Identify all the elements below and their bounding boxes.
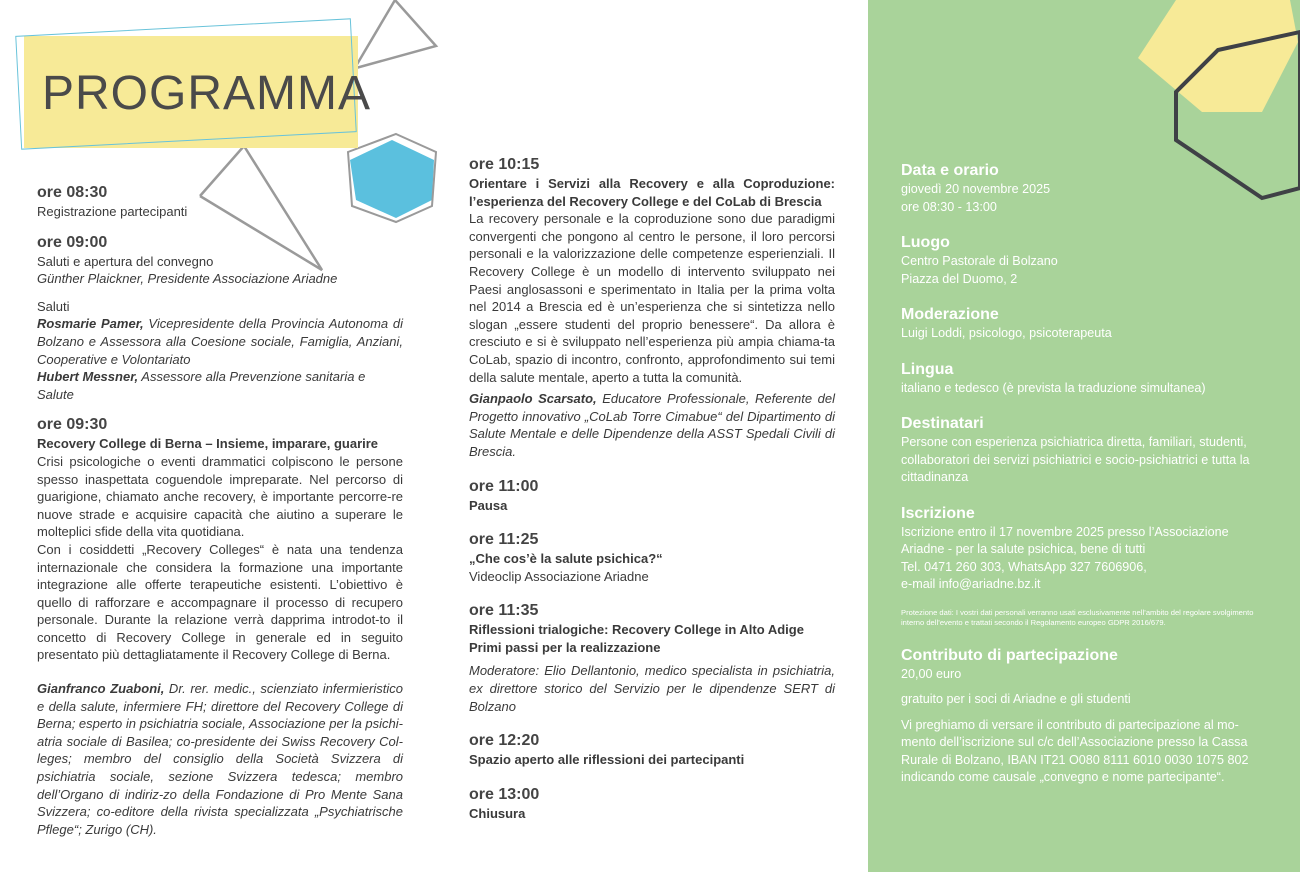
moderation-heading: Moderazione — [901, 306, 999, 323]
speaker-zuaboni — [37, 680, 403, 838]
date-heading: Data e orario — [901, 162, 999, 179]
zuaboni-name: Gianfranco Zuaboni, — [37, 681, 165, 697]
time-1015: ore 10:15 — [469, 156, 540, 173]
time-0900: ore 09:00 — [37, 233, 108, 251]
fee-free: gratuito per i soci di Ariadne e gli studenti — [901, 692, 1131, 706]
info-column — [901, 161, 1271, 787]
videoclip-text: Videoclip Associazione Ariadne — [469, 568, 649, 584]
time-1135: ore 11:35 — [469, 602, 539, 620]
moderator-text: Moderatore: Elio Dellantonio, medico specialista in psichiatria, ex direttore storico del Servizio per le dipendenze SERT di Bolzano — [469, 663, 835, 714]
time-1220: ore 12:20 — [469, 732, 540, 750]
privacy-note: Protezione dati: I vostri dati personali verranno usati esclusivamente nell’ambito del regolare svolgimento interno dell’evento e trattati secondo il Regolamento europeo GDPR 2016/679. — [901, 607, 1254, 627]
reflections-title-1: Riflessioni trialogiche: Recovery College in Alto Adige — [469, 622, 804, 638]
berna-paragraph-1: Crisi psicologiche o eventi drammatici colpiscono le persone spesso inaspettata coguendole impreparate. Nel percorso di guarigione, chiamato anche recovery, è importante percorre-re nuove strade e acquisire capacità che aiutino a superare le molteplici sfide della vita quotidiana. — [37, 453, 403, 540]
berna-paragraph-2: Con i cosiddetti „Recovery Colleges“ è nata una tendenza internazionale che considera la formazione una importante integrazione alle offerte terapeutiche esistenti. L’obiettivo è quello di rafforzare e accompagnare il processo di recupero personale. Durante la relazione verrà dapprima introdot-to il concetto di Recovery College in generale ed in seguito presentato più dettagliatamente il Recovery College di Berna. — [37, 541, 403, 663]
date-value: giovedì 20 novembre 2025 — [901, 182, 1051, 196]
language-heading: Lingua — [901, 360, 954, 378]
fee-payment: Vi preghiamo di versare il contributo di partecipazione al mo-mento dell’iscrizione sul c/c dell’Associazione presso la Cassa Rurale di Bolzano, IBAN IT21 O080 8111 6010 0030 1075 802 indicando come causale „convegno e nome partecipante“. — [901, 717, 1249, 784]
time-1100: ore 11:00 — [469, 477, 539, 495]
pamer-name: Rosmarie Pamer, — [37, 316, 144, 332]
registration-deadline: Iscrizione entro il 17 novembre 2025 presso l’Associazione Ariadne - per la salute psichica, bene di tutti — [901, 524, 1229, 556]
time-1300: ore 13:00 — [469, 785, 540, 803]
program-column-left — [37, 183, 403, 838]
brescia-paragraph: La recovery personale e la coproduzione sono due paradigmi convergenti che pongono al centro le persone, il loro percorsi personali e la valorizzazione delle competenze esperienziali. Il Recovery College è un modello di intervento sviluppato nei Paesi anglosassoni e sperimentato in Italia per la prima volta nel 2014 a Brescia ed è un’esperienza che si sintetizza nello slogan „essere studenti del proprio benessere“. Da allora è cresciuto e si è sviluppato nell’esperienza più ampia chiama-ta CoLab, spazio di incontro, confronto, approfondimento sui temi della salute mentale, aperto a tutta la comunità. — [469, 211, 835, 385]
open-space-text: Spazio aperto alle riflessioni dei partecipanti — [469, 752, 745, 768]
registration-text: Registrazione partecipanti — [37, 204, 188, 219]
location-heading: Luogo — [901, 234, 950, 251]
moderation-value: Luigi Loddi, psicologo, psicoterapeuta — [901, 326, 1112, 340]
registration-phone: Tel. 0471 260 303, WhatsApp 327 7606906, — [901, 559, 1147, 574]
fee-heading: Contributo di partecipazione — [901, 646, 1118, 664]
audience-value: Persone con esperienza psichiatrica diretta, familiari, studenti, collaboratori dei servizi psichiatrici e socio-psichiatrici e tutta la cittadinanza — [901, 435, 1250, 484]
pamer-role: Vicepresidente della Provincia Autonoma di Bolzano e Assessora alla Coesione sociale, Famiglia, Anziani, Cooperative e Volontariato — [37, 316, 403, 367]
page-title: PROGRAMMA — [42, 67, 372, 120]
program-column-middle — [469, 155, 835, 822]
speaker-scarsato — [469, 390, 835, 460]
brescia-title: Orientare i Servizi alla Recovery e alla Coproduzione: l’esperienza del Recovery College e del CoLab di Brescia — [469, 176, 835, 209]
greetings-label: Saluti — [37, 298, 70, 314]
closing-text: Chiusura — [469, 805, 526, 821]
zuaboni-bio: Dr. rer. medic., scienziato infermieristico e della salute, infermiere FH; direttore del Recovery College di Berna; esperto in psichiatria sociale, Associazione per la psichi-atria sociale di Basilea; co-presidente dei Swiss Recovery Col-leges; membro del consiglio della Società Svizzera di psichiatria sociale, sezione Svizzera tedesca; membro dell’Organo di indiriz-zo della Fondazione di Pro Mente Sana Svizzera; co-editore della rivista specializzata „Psychiatrische Pflege“; Zurigo (CH). — [37, 681, 403, 837]
messner-name: Hubert Messner, — [37, 369, 139, 385]
reflections-title-2: Primi passi per la realizzazione — [469, 639, 661, 655]
location-address: Piazza del Duomo, 2 — [901, 271, 1018, 286]
messner-role: Assessore alla Prevenzione sanitaria e Salute — [37, 369, 366, 402]
time-0930: ore 09:30 — [37, 416, 108, 434]
pause-text: Pausa — [469, 497, 508, 513]
time-value: ore 08:30 - 13:00 — [901, 199, 997, 214]
scarsato-bio: Educatore Professionale, Referente del Progetto innovativo „CoLab Torre Cimabue“ del Dipartimento di Salute Mentale e delle Dipendenze della ASST Spedali Civili di Brescia. — [469, 391, 835, 459]
location-name: Centro Pastorale di Bolzano — [901, 254, 1058, 268]
speaker-pamer — [37, 315, 403, 368]
mental-health-title: „Che cos’è la salute psichica?“ — [469, 551, 663, 567]
opening-text: Saluti e apertura del convegno — [37, 253, 214, 269]
speaker-messner — [37, 368, 403, 403]
speaker-plaickner: Günther Plaickner, Presidente Associazione Ariadne — [37, 271, 338, 287]
berna-title: Recovery College di Berna – Insieme, imparare, guarire — [37, 436, 379, 452]
time-0830: ore 08:30 — [37, 184, 108, 201]
registration-email: e-mail info@ariadne.bz.it — [901, 577, 1041, 591]
time-1125: ore 11:25 — [469, 531, 539, 549]
language-value: italiano e tedesco (è prevista la traduzione simultanea) — [901, 380, 1206, 395]
scarsato-name: Gianpaolo Scarsato, — [469, 391, 597, 407]
triangle-outline-top — [356, 0, 436, 68]
registration-heading: Iscrizione — [901, 504, 975, 522]
fee-amount: 20,00 euro — [901, 666, 962, 681]
audience-heading: Destinatari — [901, 415, 984, 432]
